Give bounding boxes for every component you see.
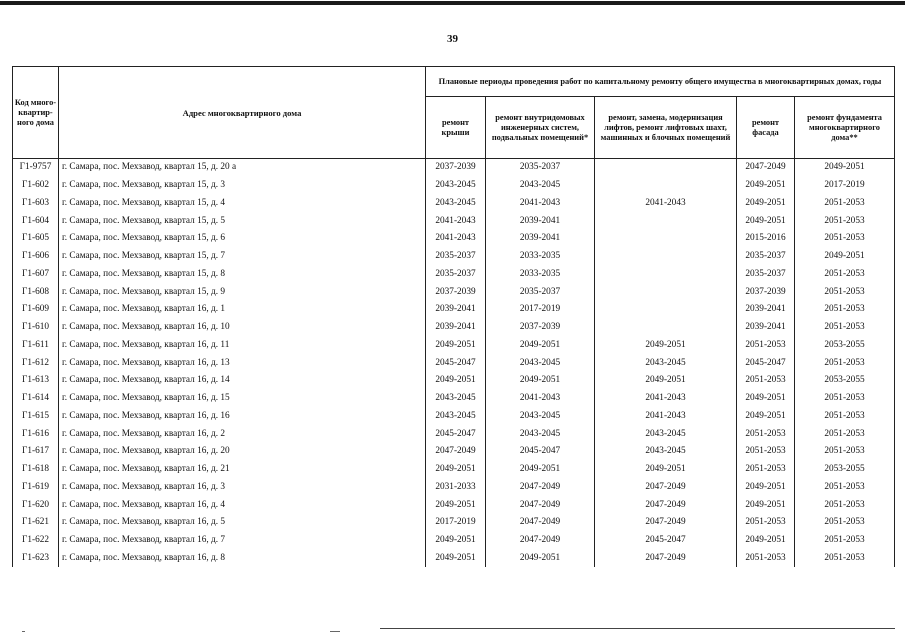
cell-facade: 2037-2039	[737, 283, 795, 301]
cell-facade: 2049-2051	[737, 496, 795, 514]
cell-address: г. Самара, пос. Мехзавод, квартал 16, д. 15	[59, 390, 426, 408]
col-header-group-periods: Плановые периоды проведения работ по капитальному ремонту общего имущества в многоквартирных домах, годы	[426, 67, 895, 97]
cell-address: г. Самара, пос. Мехзавод, квартал 16, д. 2	[59, 425, 426, 443]
table-row	[13, 177, 895, 195]
capital-repair-table	[12, 66, 895, 567]
cell-roof: 2035-2037	[426, 248, 486, 266]
cell-foundation: 2051-2053	[795, 514, 895, 532]
cell-code: Г1-623	[13, 550, 59, 568]
cell-engineering: 2047-2049	[486, 514, 595, 532]
table-row	[13, 372, 895, 390]
cell-facade: 2035-2037	[737, 266, 795, 284]
cell-roof: 2043-2045	[426, 177, 486, 195]
table-row	[13, 390, 895, 408]
cell-code: Г1-615	[13, 408, 59, 426]
cell-address: г. Самара, пос. Мехзавод, квартал 15, д. 8	[59, 266, 426, 284]
cell-facade: 2047-2049	[737, 159, 795, 177]
cell-address: г. Самара, пос. Мехзавод, квартал 16, д. 11	[59, 337, 426, 355]
cell-foundation: 2049-2051	[795, 248, 895, 266]
cell-foundation: 2053-2055	[795, 337, 895, 355]
cell-elevators	[595, 266, 737, 284]
cell-engineering: 2017-2019	[486, 301, 595, 319]
cell-code: Г1-602	[13, 177, 59, 195]
cell-code: Г1-606	[13, 248, 59, 266]
cell-address: г. Самара, пос. Мехзавод, квартал 15, д. 4	[59, 195, 426, 213]
cell-elevators: 2045-2047	[595, 532, 737, 550]
cell-code: Г1-619	[13, 479, 59, 497]
cell-facade: 2049-2051	[737, 408, 795, 426]
cell-facade: 2051-2053	[737, 550, 795, 568]
table-row	[13, 514, 895, 532]
cell-code: Г1-614	[13, 390, 59, 408]
cell-elevators: 2043-2045	[595, 354, 737, 372]
col-header-engineering: ремонт внутридомовых инженерных систем, подвальных помещений*	[486, 97, 595, 159]
table-row	[13, 230, 895, 248]
cell-address: г. Самара, пос. Мехзавод, квартал 16, д. 7	[59, 532, 426, 550]
cell-elevators: 2041-2043	[595, 390, 737, 408]
cell-address: г. Самара, пос. Мехзавод, квартал 15, д. 7	[59, 248, 426, 266]
cell-foundation: 2051-2053	[795, 479, 895, 497]
cell-roof: 2017-2019	[426, 514, 486, 532]
cell-elevators: 2047-2049	[595, 514, 737, 532]
cell-engineering: 2033-2035	[486, 248, 595, 266]
table-row	[13, 159, 895, 177]
cell-elevators: 2041-2043	[595, 408, 737, 426]
table-row	[13, 496, 895, 514]
cell-foundation: 2051-2053	[795, 266, 895, 284]
cell-engineering: 2049-2051	[486, 337, 595, 355]
cell-foundation: 2053-2055	[795, 461, 895, 479]
cell-address: г. Самара, пос. Мехзавод, квартал 15, д. 6	[59, 230, 426, 248]
cell-address: г. Самара, пос. Мехзавод, квартал 16, д. 16	[59, 408, 426, 426]
cell-elevators	[595, 248, 737, 266]
cell-elevators	[595, 177, 737, 195]
cell-foundation: 2051-2053	[795, 496, 895, 514]
cell-facade: 2049-2051	[737, 390, 795, 408]
cell-elevators	[595, 212, 737, 230]
table-body	[13, 159, 895, 568]
cell-engineering: 2035-2037	[486, 159, 595, 177]
table-row	[13, 461, 895, 479]
cell-elevators	[595, 230, 737, 248]
cell-engineering: 2033-2035	[486, 266, 595, 284]
cell-foundation: 2051-2053	[795, 212, 895, 230]
cell-roof: 2049-2051	[426, 372, 486, 390]
table-row	[13, 408, 895, 426]
col-header-roof: ремонт крыши	[426, 97, 486, 159]
cell-foundation: 2051-2053	[795, 283, 895, 301]
cell-roof: 2031-2033	[426, 479, 486, 497]
cell-engineering: 2047-2049	[486, 496, 595, 514]
cell-roof: 2035-2037	[426, 266, 486, 284]
cell-code: Г1-610	[13, 319, 59, 337]
col-header-code: Код много-квартир-ного дома	[13, 67, 59, 159]
cell-address: г. Самара, пос. Мехзавод, квартал 16, д. 21	[59, 461, 426, 479]
cell-foundation: 2051-2053	[795, 425, 895, 443]
cell-engineering: 2047-2049	[486, 479, 595, 497]
cell-facade: 2049-2051	[737, 177, 795, 195]
cell-foundation: 2051-2053	[795, 550, 895, 568]
cell-foundation: 2051-2053	[795, 443, 895, 461]
cell-roof: 2049-2051	[426, 337, 486, 355]
table-row	[13, 550, 895, 568]
cell-code: Г1-617	[13, 443, 59, 461]
cell-foundation: 2053-2055	[795, 372, 895, 390]
cell-code: Г1-603	[13, 195, 59, 213]
cell-address: г. Самара, пос. Мехзавод, квартал 16, д. 3	[59, 479, 426, 497]
cell-engineering: 2039-2041	[486, 212, 595, 230]
cell-roof: 2045-2047	[426, 425, 486, 443]
cell-address: г. Самара, пос. Мехзавод, квартал 16, д. 10	[59, 319, 426, 337]
cell-code: Г1-613	[13, 372, 59, 390]
cell-foundation: 2051-2053	[795, 319, 895, 337]
cell-facade: 2051-2053	[737, 514, 795, 532]
cell-engineering: 2043-2045	[486, 425, 595, 443]
cell-foundation: 2051-2053	[795, 195, 895, 213]
cell-facade: 2035-2037	[737, 248, 795, 266]
cell-foundation: 2051-2053	[795, 390, 895, 408]
cell-address: г. Самара, пос. Мехзавод, квартал 16, д. 14	[59, 372, 426, 390]
table-row	[13, 301, 895, 319]
table-row	[13, 319, 895, 337]
cell-address: г. Самара, пос. Мехзавод, квартал 15, д. 9	[59, 283, 426, 301]
cell-code: Г1-620	[13, 496, 59, 514]
cell-code: Г1-605	[13, 230, 59, 248]
cell-code: Г1-612	[13, 354, 59, 372]
scan-speck	[22, 631, 25, 632]
cell-address: г. Самара, пос. Мехзавод, квартал 15, д. 3	[59, 177, 426, 195]
cell-code: Г1-622	[13, 532, 59, 550]
cell-roof: 2037-2039	[426, 159, 486, 177]
cell-facade: 2051-2053	[737, 425, 795, 443]
cell-engineering: 2049-2051	[486, 461, 595, 479]
cell-code: Г1-616	[13, 425, 59, 443]
cell-facade: 2049-2051	[737, 479, 795, 497]
table-row	[13, 443, 895, 461]
col-header-address: Адрес многоквартирного дома	[59, 67, 426, 159]
cell-code: Г1-607	[13, 266, 59, 284]
cell-engineering: 2045-2047	[486, 443, 595, 461]
cell-foundation: 2051-2053	[795, 301, 895, 319]
cell-facade: 2049-2051	[737, 195, 795, 213]
cell-address: г. Самара, пос. Мехзавод, квартал 15, д. 20 а	[59, 159, 426, 177]
cell-facade: 2049-2051	[737, 532, 795, 550]
cell-facade: 2039-2041	[737, 301, 795, 319]
cell-roof: 2037-2039	[426, 283, 486, 301]
cell-code: Г1-608	[13, 283, 59, 301]
col-header-facade: ремонт фасада	[737, 97, 795, 159]
cell-roof: 2049-2051	[426, 532, 486, 550]
cell-address: г. Самара, пос. Мехзавод, квартал 16, д. 4	[59, 496, 426, 514]
cell-address: г. Самара, пос. Мехзавод, квартал 16, д. 13	[59, 354, 426, 372]
top-border-rule	[0, 1, 905, 5]
cell-elevators: 2047-2049	[595, 496, 737, 514]
cell-foundation: 2051-2053	[795, 354, 895, 372]
cell-engineering: 2043-2045	[486, 177, 595, 195]
cell-code: Г1-618	[13, 461, 59, 479]
table-row	[13, 195, 895, 213]
cell-roof: 2043-2045	[426, 195, 486, 213]
cell-facade: 2051-2053	[737, 337, 795, 355]
cell-elevators: 2041-2043	[595, 195, 737, 213]
table-row	[13, 248, 895, 266]
cell-facade: 2045-2047	[737, 354, 795, 372]
cell-elevators: 2049-2051	[595, 461, 737, 479]
cell-address: г. Самара, пос. Мехзавод, квартал 15, д. 5	[59, 212, 426, 230]
cell-foundation: 2051-2053	[795, 408, 895, 426]
table-row	[13, 354, 895, 372]
cell-roof: 2049-2051	[426, 496, 486, 514]
cell-engineering: 2035-2037	[486, 283, 595, 301]
scan-speck	[330, 631, 340, 632]
cell-elevators	[595, 301, 737, 319]
cell-foundation: 2017-2019	[795, 177, 895, 195]
bottom-rule	[380, 628, 895, 629]
cell-address: г. Самара, пос. Мехзавод, квартал 16, д. 5	[59, 514, 426, 532]
cell-elevators: 2047-2049	[595, 479, 737, 497]
col-header-foundation: ремонт фундамента многоквартирного дома**	[795, 97, 895, 159]
cell-facade: 2049-2051	[737, 212, 795, 230]
cell-code: Г1-611	[13, 337, 59, 355]
cell-address: г. Самара, пос. Мехзавод, квартал 16, д. 8	[59, 550, 426, 568]
cell-roof: 2039-2041	[426, 319, 486, 337]
cell-engineering: 2043-2045	[486, 408, 595, 426]
cell-code: Г1-609	[13, 301, 59, 319]
cell-elevators	[595, 283, 737, 301]
cell-elevators	[595, 319, 737, 337]
cell-engineering: 2037-2039	[486, 319, 595, 337]
cell-roof: 2043-2045	[426, 408, 486, 426]
cell-roof: 2041-2043	[426, 230, 486, 248]
cell-facade: 2051-2053	[737, 372, 795, 390]
cell-engineering: 2041-2043	[486, 390, 595, 408]
cell-facade: 2039-2041	[737, 319, 795, 337]
cell-engineering: 2043-2045	[486, 354, 595, 372]
cell-facade: 2051-2053	[737, 461, 795, 479]
cell-engineering: 2039-2041	[486, 230, 595, 248]
page-number: 39	[447, 33, 458, 45]
cell-facade: 2051-2053	[737, 443, 795, 461]
cell-code: Г1-621	[13, 514, 59, 532]
cell-elevators	[595, 159, 737, 177]
cell-roof: 2049-2051	[426, 550, 486, 568]
table-row	[13, 212, 895, 230]
cell-address: г. Самара, пос. Мехзавод, квартал 16, д. 1	[59, 301, 426, 319]
cell-roof: 2039-2041	[426, 301, 486, 319]
cell-elevators: 2049-2051	[595, 372, 737, 390]
cell-roof: 2043-2045	[426, 390, 486, 408]
table-row	[13, 532, 895, 550]
cell-roof: 2047-2049	[426, 443, 486, 461]
table-row	[13, 266, 895, 284]
cell-code: Г1-9757	[13, 159, 59, 177]
cell-engineering: 2047-2049	[486, 532, 595, 550]
cell-foundation: 2051-2053	[795, 532, 895, 550]
cell-elevators: 2043-2045	[595, 443, 737, 461]
cell-foundation: 2051-2053	[795, 230, 895, 248]
cell-engineering: 2049-2051	[486, 372, 595, 390]
table-row	[13, 337, 895, 355]
cell-elevators: 2043-2045	[595, 425, 737, 443]
cell-facade: 2015-2016	[737, 230, 795, 248]
cell-elevators: 2047-2049	[595, 550, 737, 568]
cell-code: Г1-604	[13, 212, 59, 230]
cell-engineering: 2041-2043	[486, 195, 595, 213]
cell-foundation: 2049-2051	[795, 159, 895, 177]
cell-roof: 2049-2051	[426, 461, 486, 479]
col-header-elevators: ремонт, замена, модернизация лифтов, ремонт лифтовых шахт, машинных и блочных помещений	[595, 97, 737, 159]
table-row	[13, 425, 895, 443]
cell-roof: 2041-2043	[426, 212, 486, 230]
table-row	[13, 283, 895, 301]
table-row	[13, 479, 895, 497]
cell-roof: 2045-2047	[426, 354, 486, 372]
cell-elevators: 2049-2051	[595, 337, 737, 355]
cell-engineering: 2049-2051	[486, 550, 595, 568]
cell-address: г. Самара, пос. Мехзавод, квартал 16, д. 20	[59, 443, 426, 461]
